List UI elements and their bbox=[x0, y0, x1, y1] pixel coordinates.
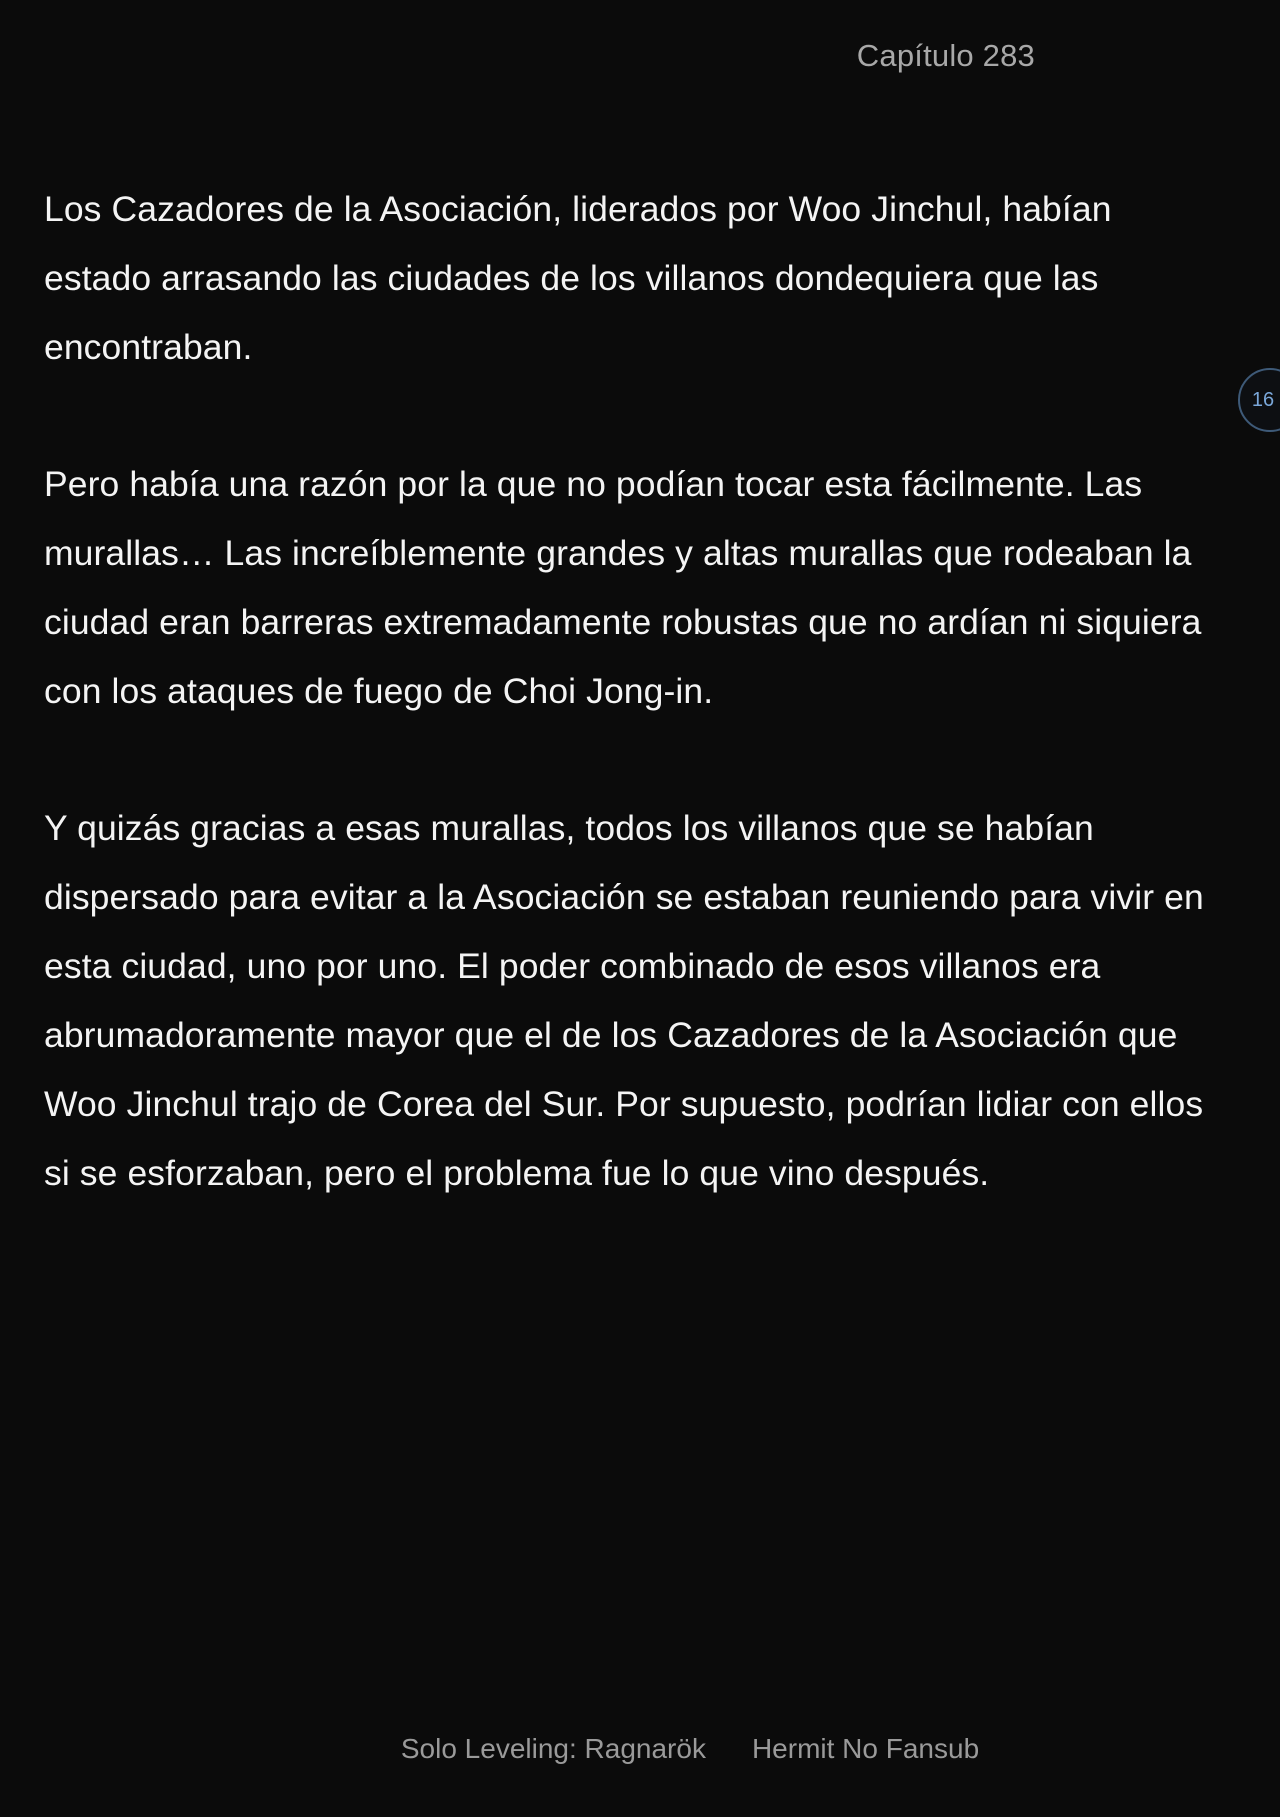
chapter-label: Capítulo 283 bbox=[856, 38, 1035, 73]
footer bbox=[0, 1733, 1280, 1765]
comment-count-badge[interactable] bbox=[1238, 368, 1280, 432]
paragraph: Los Cazadores de la Asociación, liderados por Woo Jinchul, habían estado arrasando las ciudades de los villanos dondequiera que las encontraban. bbox=[44, 189, 1112, 367]
paragraph: Y quizás gracias a esas murallas, todos los villanos que se habían dispersado para evitar a la Asociación se estaban reuniendo para vivir en esta ciudad, uno por uno. El poder combinado de esos villanos era abrumadoramente mayor que el de los Cazadores de la Asociación que Woo Jinchul trajo de Corea del Sur. Por supuesto, podrían lidiar con ellos si se esforzaban, pero el problema fue lo que vino después. bbox=[44, 808, 1204, 1193]
chapter-text-body bbox=[44, 175, 1224, 1208]
paragraph: Pero había una razón por la que no podían tocar esta fácilmente. Las murallas… Las increíblemente grandes y altas murallas que rodeaban la ciudad eran barreras extremadamente robustas que no ardían ni siquiera con los ataques de fuego de Choi Jong-in. bbox=[44, 464, 1202, 711]
series-title-label: Solo Leveling: Ragnarök bbox=[400, 1733, 706, 1764]
comment-count-label: 16 bbox=[1251, 388, 1275, 411]
fansub-label: Hermit No Fansub bbox=[751, 1733, 980, 1764]
